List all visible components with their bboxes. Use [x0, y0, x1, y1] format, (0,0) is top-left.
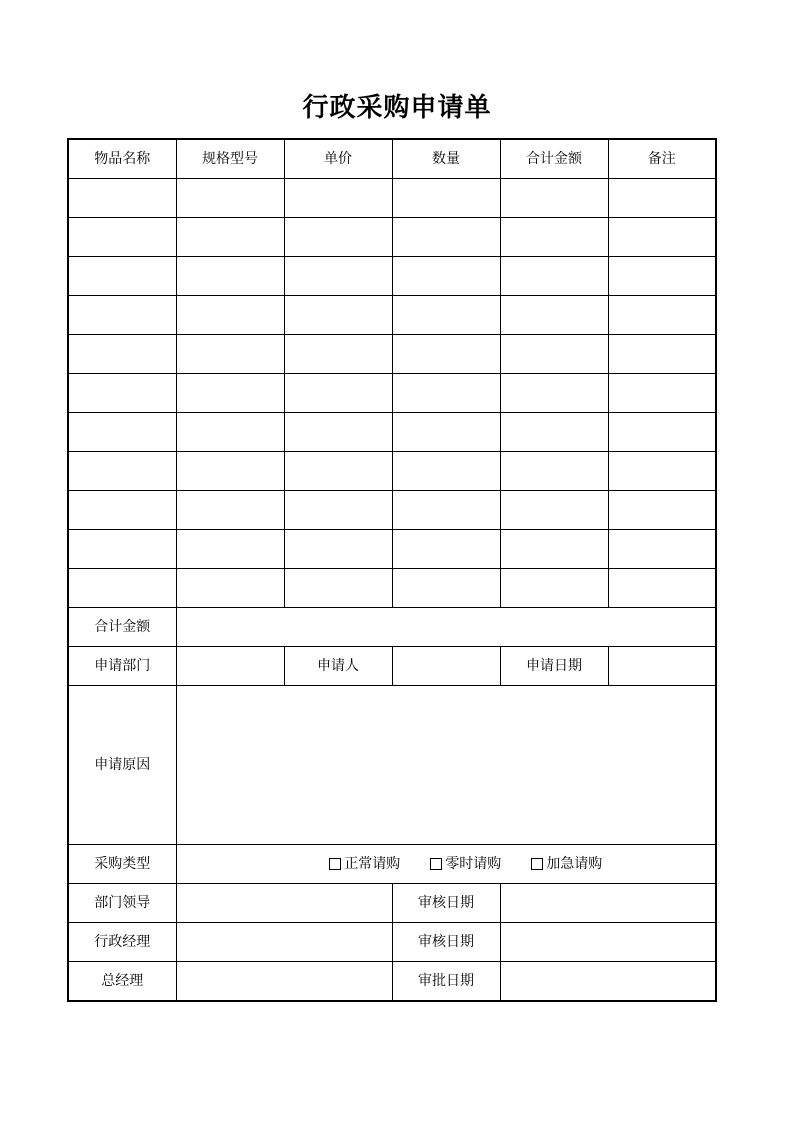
purchase-type-label: 采购类型 — [68, 845, 176, 884]
item-cell[interactable] — [176, 296, 284, 335]
item-cell[interactable] — [68, 452, 176, 491]
table-row — [68, 569, 716, 608]
item-cell[interactable] — [392, 569, 500, 608]
item-cell[interactable] — [176, 491, 284, 530]
option-normal-purchase[interactable] — [329, 855, 400, 873]
review-date-label: 审核日期 — [392, 923, 500, 962]
item-cell[interactable] — [176, 218, 284, 257]
table-row — [68, 413, 716, 452]
table-row — [68, 257, 716, 296]
item-cell[interactable] — [176, 569, 284, 608]
item-cell[interactable] — [176, 179, 284, 218]
item-cell[interactable] — [68, 218, 176, 257]
approver-role: 行政经理 — [68, 923, 176, 962]
apply-reason-field[interactable] — [176, 686, 716, 845]
checkbox-icon[interactable] — [531, 858, 543, 870]
option-label: 零时请购 — [445, 856, 502, 872]
header-remarks: 备注 — [608, 139, 716, 179]
item-cell[interactable] — [284, 413, 392, 452]
item-cell[interactable] — [176, 257, 284, 296]
table-row — [68, 296, 716, 335]
purchase-type-options — [176, 845, 716, 884]
item-cell[interactable] — [608, 530, 716, 569]
total-amount-label: 合计金额 — [68, 608, 176, 647]
item-cell[interactable] — [392, 257, 500, 296]
item-cell[interactable] — [608, 452, 716, 491]
item-cell[interactable] — [176, 335, 284, 374]
item-cell[interactable] — [68, 179, 176, 218]
item-cell[interactable] — [500, 491, 608, 530]
total-amount-row — [68, 608, 716, 647]
checkbox-icon[interactable] — [430, 858, 442, 870]
item-cell[interactable] — [500, 335, 608, 374]
item-cell[interactable] — [68, 491, 176, 530]
table-row — [68, 335, 716, 374]
item-cell[interactable] — [500, 296, 608, 335]
item-cell[interactable] — [392, 413, 500, 452]
applicant-label: 申请人 — [284, 647, 392, 686]
item-cell[interactable] — [500, 452, 608, 491]
table-row — [68, 491, 716, 530]
item-cell[interactable] — [500, 179, 608, 218]
item-cell[interactable] — [608, 296, 716, 335]
option-label: 正常请购 — [344, 856, 401, 872]
item-cell[interactable] — [608, 257, 716, 296]
item-cell[interactable] — [284, 374, 392, 413]
option-label: 加急请购 — [546, 856, 603, 872]
item-cell[interactable] — [392, 296, 500, 335]
checkbox-icon[interactable] — [329, 858, 341, 870]
item-cell[interactable] — [68, 257, 176, 296]
item-cell[interactable] — [500, 530, 608, 569]
review-date-field[interactable] — [500, 884, 716, 923]
item-cell[interactable] — [392, 335, 500, 374]
reason-row — [68, 686, 716, 845]
item-cell[interactable] — [608, 569, 716, 608]
item-cell[interactable] — [284, 569, 392, 608]
table-row — [68, 179, 716, 218]
item-cell[interactable] — [500, 374, 608, 413]
apply-reason-label: 申请原因 — [68, 686, 176, 845]
table-row — [68, 452, 716, 491]
apply-dept-label: 申请部门 — [68, 647, 176, 686]
purchase-type-row — [68, 845, 716, 884]
table-row — [68, 374, 716, 413]
item-cell[interactable] — [176, 413, 284, 452]
item-cell[interactable] — [500, 569, 608, 608]
header-item-name: 物品名称 — [68, 139, 176, 179]
item-cell[interactable] — [68, 296, 176, 335]
apply-date-field[interactable] — [608, 647, 716, 686]
approval-date-field[interactable] — [500, 962, 716, 1002]
header-quantity: 数量 — [392, 139, 500, 179]
item-cell[interactable] — [608, 413, 716, 452]
item-cell[interactable] — [68, 413, 176, 452]
apply-date-label: 申请日期 — [500, 647, 608, 686]
apply-dept-field[interactable] — [176, 647, 284, 686]
item-cell[interactable] — [284, 179, 392, 218]
approval-row-general-manager — [68, 962, 716, 1002]
review-date-label: 审核日期 — [392, 884, 500, 923]
approval-row-dept-leader — [68, 884, 716, 923]
approval-row-admin-manager — [68, 923, 716, 962]
page-title: 行政采购申请单 — [302, 93, 492, 123]
approver-sign-field[interactable] — [176, 962, 392, 1002]
item-cell[interactable] — [68, 530, 176, 569]
item-cell[interactable] — [68, 374, 176, 413]
item-cell[interactable] — [608, 335, 716, 374]
approver-role: 部门领导 — [68, 884, 176, 923]
item-cell[interactable] — [284, 452, 392, 491]
item-cell[interactable] — [608, 374, 716, 413]
header-subtotal: 合计金额 — [500, 139, 608, 179]
header-unit-price: 单价 — [284, 139, 392, 179]
item-cell[interactable] — [284, 335, 392, 374]
item-cell[interactable] — [68, 335, 176, 374]
table-row — [68, 218, 716, 257]
item-cell[interactable] — [392, 530, 500, 569]
purchase-request-form — [67, 138, 717, 1002]
table-row — [68, 530, 716, 569]
item-cell[interactable] — [392, 452, 500, 491]
approver-role: 总经理 — [68, 962, 176, 1002]
item-cell[interactable] — [608, 491, 716, 530]
item-cell[interactable] — [284, 530, 392, 569]
item-cell[interactable] — [500, 218, 608, 257]
item-cell[interactable] — [392, 179, 500, 218]
item-cell[interactable] — [68, 569, 176, 608]
approver-sign-field[interactable] — [176, 884, 392, 923]
total-amount-field[interactable] — [176, 608, 716, 647]
item-cell[interactable] — [500, 257, 608, 296]
item-cell[interactable] — [500, 413, 608, 452]
item-cell[interactable] — [176, 530, 284, 569]
item-cell[interactable] — [176, 374, 284, 413]
item-cell[interactable] — [284, 218, 392, 257]
option-urgent-purchase[interactable] — [531, 855, 602, 873]
option-temporary-purchase[interactable] — [430, 855, 501, 873]
item-cell[interactable] — [392, 374, 500, 413]
header-spec-model: 规格型号 — [176, 139, 284, 179]
approver-sign-field[interactable] — [176, 923, 392, 962]
review-date-field[interactable] — [500, 923, 716, 962]
applicant-row — [68, 647, 716, 686]
item-cell[interactable] — [608, 179, 716, 218]
approval-date-label: 审批日期 — [392, 962, 500, 1002]
applicant-field[interactable] — [392, 647, 500, 686]
item-cell[interactable] — [284, 296, 392, 335]
item-cell[interactable] — [284, 257, 392, 296]
item-cell[interactable] — [392, 491, 500, 530]
item-cell[interactable] — [284, 491, 392, 530]
table-header-row — [68, 139, 716, 179]
item-cell[interactable] — [392, 218, 500, 257]
item-cell[interactable] — [176, 452, 284, 491]
item-cell[interactable] — [608, 218, 716, 257]
